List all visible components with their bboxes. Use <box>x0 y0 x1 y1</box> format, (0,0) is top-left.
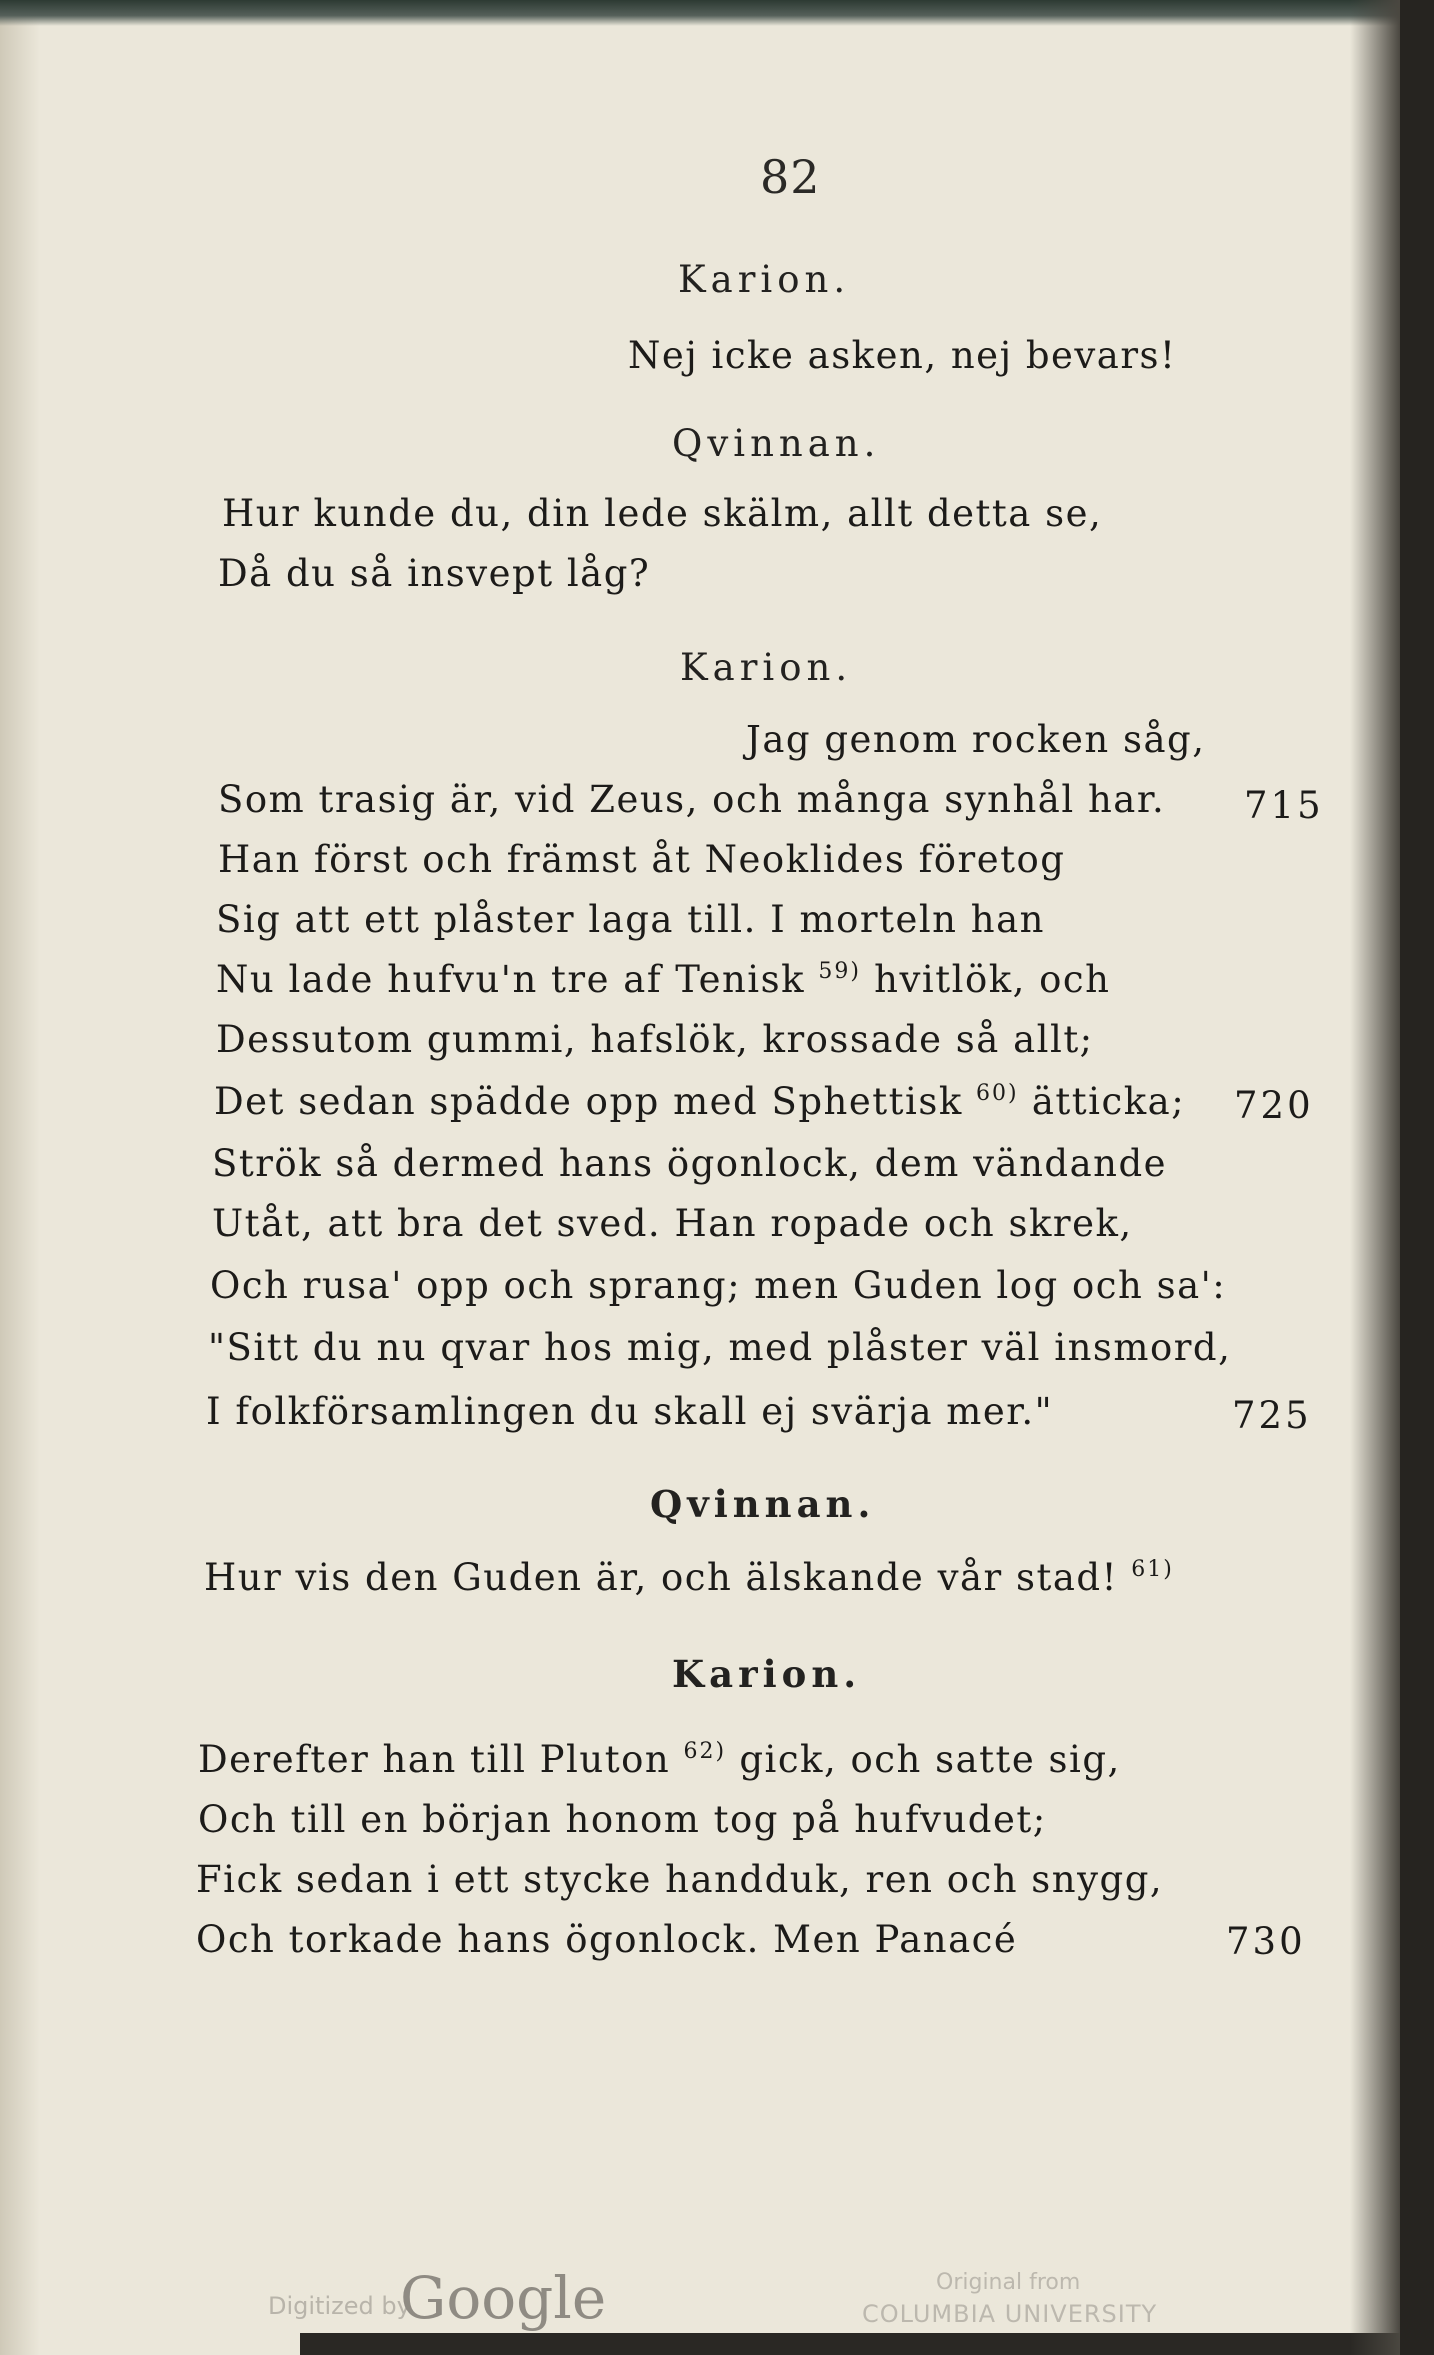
verse-line: Hur kunde du, din lede skälm, allt detta se, <box>222 492 1103 535</box>
speaker-qvinnan: Qvinnan. <box>650 1482 876 1526</box>
verse-line: Och rusa' opp och sprang; men Guden log och sa': <box>210 1264 1227 1307</box>
speaker-karion: Karion. <box>680 646 853 689</box>
verse-line: Han först och främst åt Neoklides företog <box>218 838 1066 881</box>
verse-line <box>198 1738 1121 1781</box>
verse-text: hvitlök, och <box>874 958 1111 1001</box>
verse-line: Fick sedan i ett stycke handduk, ren och snygg, <box>196 1858 1164 1901</box>
verse-line: Då du så insvept låg? <box>218 552 651 595</box>
original-from-text: Original from <box>936 2270 1081 2295</box>
footnote-ref: 59) <box>818 959 861 984</box>
book-spine-shadow <box>1400 0 1434 2355</box>
speaker-karion: Karion. <box>678 258 851 301</box>
verse-line: Och till en början honom tog på hufvudet; <box>198 1798 1047 1841</box>
footnote-ref: 62) <box>683 1739 727 1764</box>
library-name: COLUMBIA UNIVERSITY <box>862 2300 1158 2328</box>
line-number: 715 <box>1244 784 1324 827</box>
verse-line: Och torkade hans ögonlock. Men Panacé <box>196 1918 1018 1961</box>
line-number: 720 <box>1234 1084 1314 1127</box>
verse-text: Derefter han till Pluton <box>198 1738 671 1781</box>
verse-text: gick, och satte sig, <box>739 1738 1121 1781</box>
verse-text: Hur vis den Guden är, och älskande vår stad! <box>204 1556 1118 1599</box>
verse-line: I folkförsamlingen du skall ej svärja mer." <box>206 1390 1054 1433</box>
verse-line: Utåt, att bra det sved. Han ropade och skrek, <box>212 1202 1133 1245</box>
verse-text: Det sedan spädde opp med Sphettisk <box>214 1080 963 1123</box>
page-number: 82 <box>760 150 821 204</box>
verse-line: Nej icke asken, nej bevars! <box>628 334 1177 377</box>
verse-line: Som trasig är, vid Zeus, och många synhål har. <box>218 778 1166 821</box>
verse-line <box>214 1080 1185 1123</box>
line-number: 725 <box>1232 1394 1312 1437</box>
verse-line <box>204 1556 1174 1599</box>
verse-text: ätticka; <box>1031 1080 1186 1123</box>
line-number: 730 <box>1226 1920 1306 1963</box>
bottom-shadow <box>300 2333 1400 2355</box>
verse-line: Sig att ett plåster laga till. I morteln han <box>216 898 1045 941</box>
verse-line: "Sitt du nu qvar hos mig, med plåster väl insmord, <box>208 1326 1232 1369</box>
verse-line: Jag genom rocken såg, <box>746 718 1206 761</box>
footnote-ref: 60) <box>976 1081 1019 1106</box>
speaker-qvinnan: Qvinnan. <box>672 422 881 465</box>
verse-line: Dessutom gummi, hafslök, krossade så allt; <box>216 1018 1094 1061</box>
google-logo: Google <box>400 2264 607 2332</box>
digitized-by-text: Digitized by <box>268 2292 411 2320</box>
footnote-ref: 61) <box>1131 1557 1174 1582</box>
verse-line: Strök så dermed hans ögonlock, dem vändande <box>212 1142 1168 1185</box>
verse-text: Nu lade hufvu'n tre af Tenisk <box>216 958 806 1001</box>
verse-line <box>216 958 1111 1001</box>
binding-top-edge <box>0 0 1400 26</box>
speaker-karion: Karion. <box>672 1652 862 1696</box>
